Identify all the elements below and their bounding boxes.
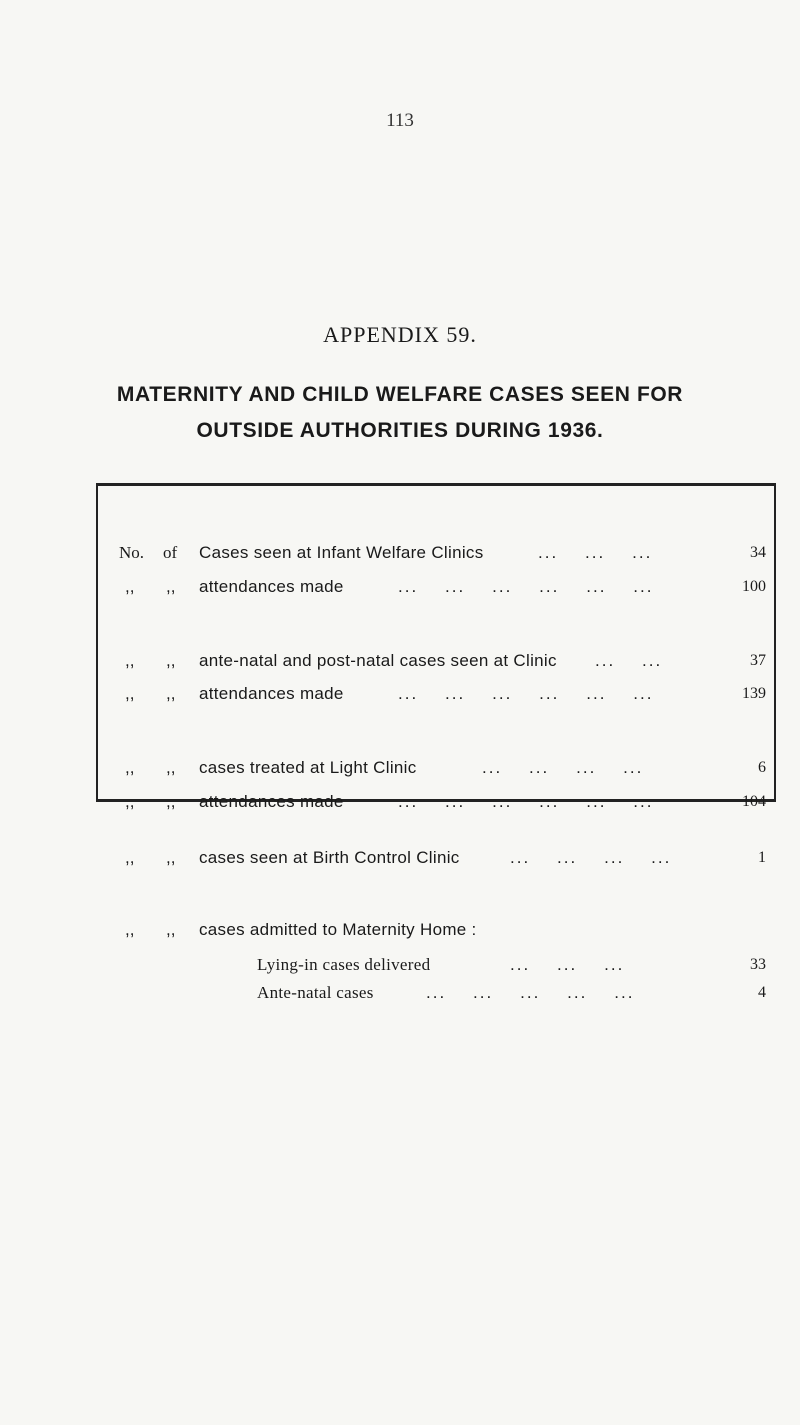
table-row xyxy=(0,981,800,1005)
row-value: 37 xyxy=(750,652,766,669)
ditto-mark: ,, xyxy=(166,792,176,811)
row-value: 34 xyxy=(750,544,766,561)
ditto-mark: ,, xyxy=(166,758,176,777)
ditto-mark: ,, xyxy=(166,577,176,596)
dot-leaders: ... ... xyxy=(595,651,663,670)
dot-leaders: ... ... ... ... xyxy=(510,848,672,867)
table-row xyxy=(0,953,800,977)
table-row xyxy=(0,682,800,706)
dot-leaders: ... ... ... xyxy=(538,543,653,562)
ditto-mark: ,, xyxy=(125,920,135,939)
table-row xyxy=(0,649,800,673)
row-value: 100 xyxy=(742,578,766,595)
table-row xyxy=(0,541,800,565)
of-header: of xyxy=(163,543,178,562)
row-label: ante-natal and post-natal cases seen at Clinic xyxy=(199,651,557,670)
row-value: 1 xyxy=(758,849,766,866)
table-row xyxy=(0,790,800,814)
ditto-mark: ,, xyxy=(125,758,135,777)
row-value: 6 xyxy=(758,759,766,776)
dot-leaders: ... ... ... ... ... ... xyxy=(398,577,654,596)
table-title-line-1: MATERNITY AND CHILD WELFARE CASES SEEN FOR xyxy=(116,383,684,406)
dot-leaders: ... ... ... ... ... ... xyxy=(398,684,654,703)
dot-leaders: ... ... ... ... xyxy=(482,758,644,777)
dot-leaders: ... ... ... ... ... xyxy=(426,983,635,1002)
row-value: 4 xyxy=(758,984,766,1001)
ditto-mark: ,, xyxy=(166,651,176,670)
row-label: Ante-natal cases xyxy=(257,983,374,1002)
row-label: cases admitted to Maternity Home : xyxy=(199,920,477,939)
no-header: No. xyxy=(119,543,145,562)
table-row xyxy=(0,846,800,870)
row-label: attendances made xyxy=(199,792,344,811)
ditto-mark: ,, xyxy=(166,848,176,867)
table-frame xyxy=(96,483,776,802)
table-row xyxy=(0,918,800,942)
table-row xyxy=(0,756,800,780)
row-value: 139 xyxy=(742,685,766,702)
row-label: attendances made xyxy=(199,684,344,703)
row-label: Cases seen at Infant Welfare Clinics xyxy=(199,543,484,562)
row-label: cases treated at Light Clinic xyxy=(199,758,417,777)
row-value: 33 xyxy=(750,956,766,973)
page-number: 113 xyxy=(386,110,414,131)
row-label: attendances made xyxy=(199,577,344,596)
row-label: cases seen at Birth Control Clinic xyxy=(199,848,460,867)
ditto-mark: ,, xyxy=(125,651,135,670)
row-value: 104 xyxy=(742,793,766,810)
row-label: Lying-in cases delivered xyxy=(257,955,431,974)
dot-leaders: ... ... ... xyxy=(510,955,625,974)
dot-leaders: ... ... ... ... ... ... xyxy=(398,792,654,811)
ditto-mark: ,, xyxy=(125,577,135,596)
table-title-line-2: OUTSIDE AUTHORITIES DURING 1936. xyxy=(196,419,604,442)
ditto-mark: ,, xyxy=(166,920,176,939)
ditto-mark: ,, xyxy=(166,684,176,703)
table-row xyxy=(0,575,800,599)
appendix-heading: APPENDIX 59. xyxy=(323,322,477,347)
ditto-mark: ,, xyxy=(125,792,135,811)
ditto-mark: ,, xyxy=(125,848,135,867)
ditto-mark: ,, xyxy=(125,684,135,703)
